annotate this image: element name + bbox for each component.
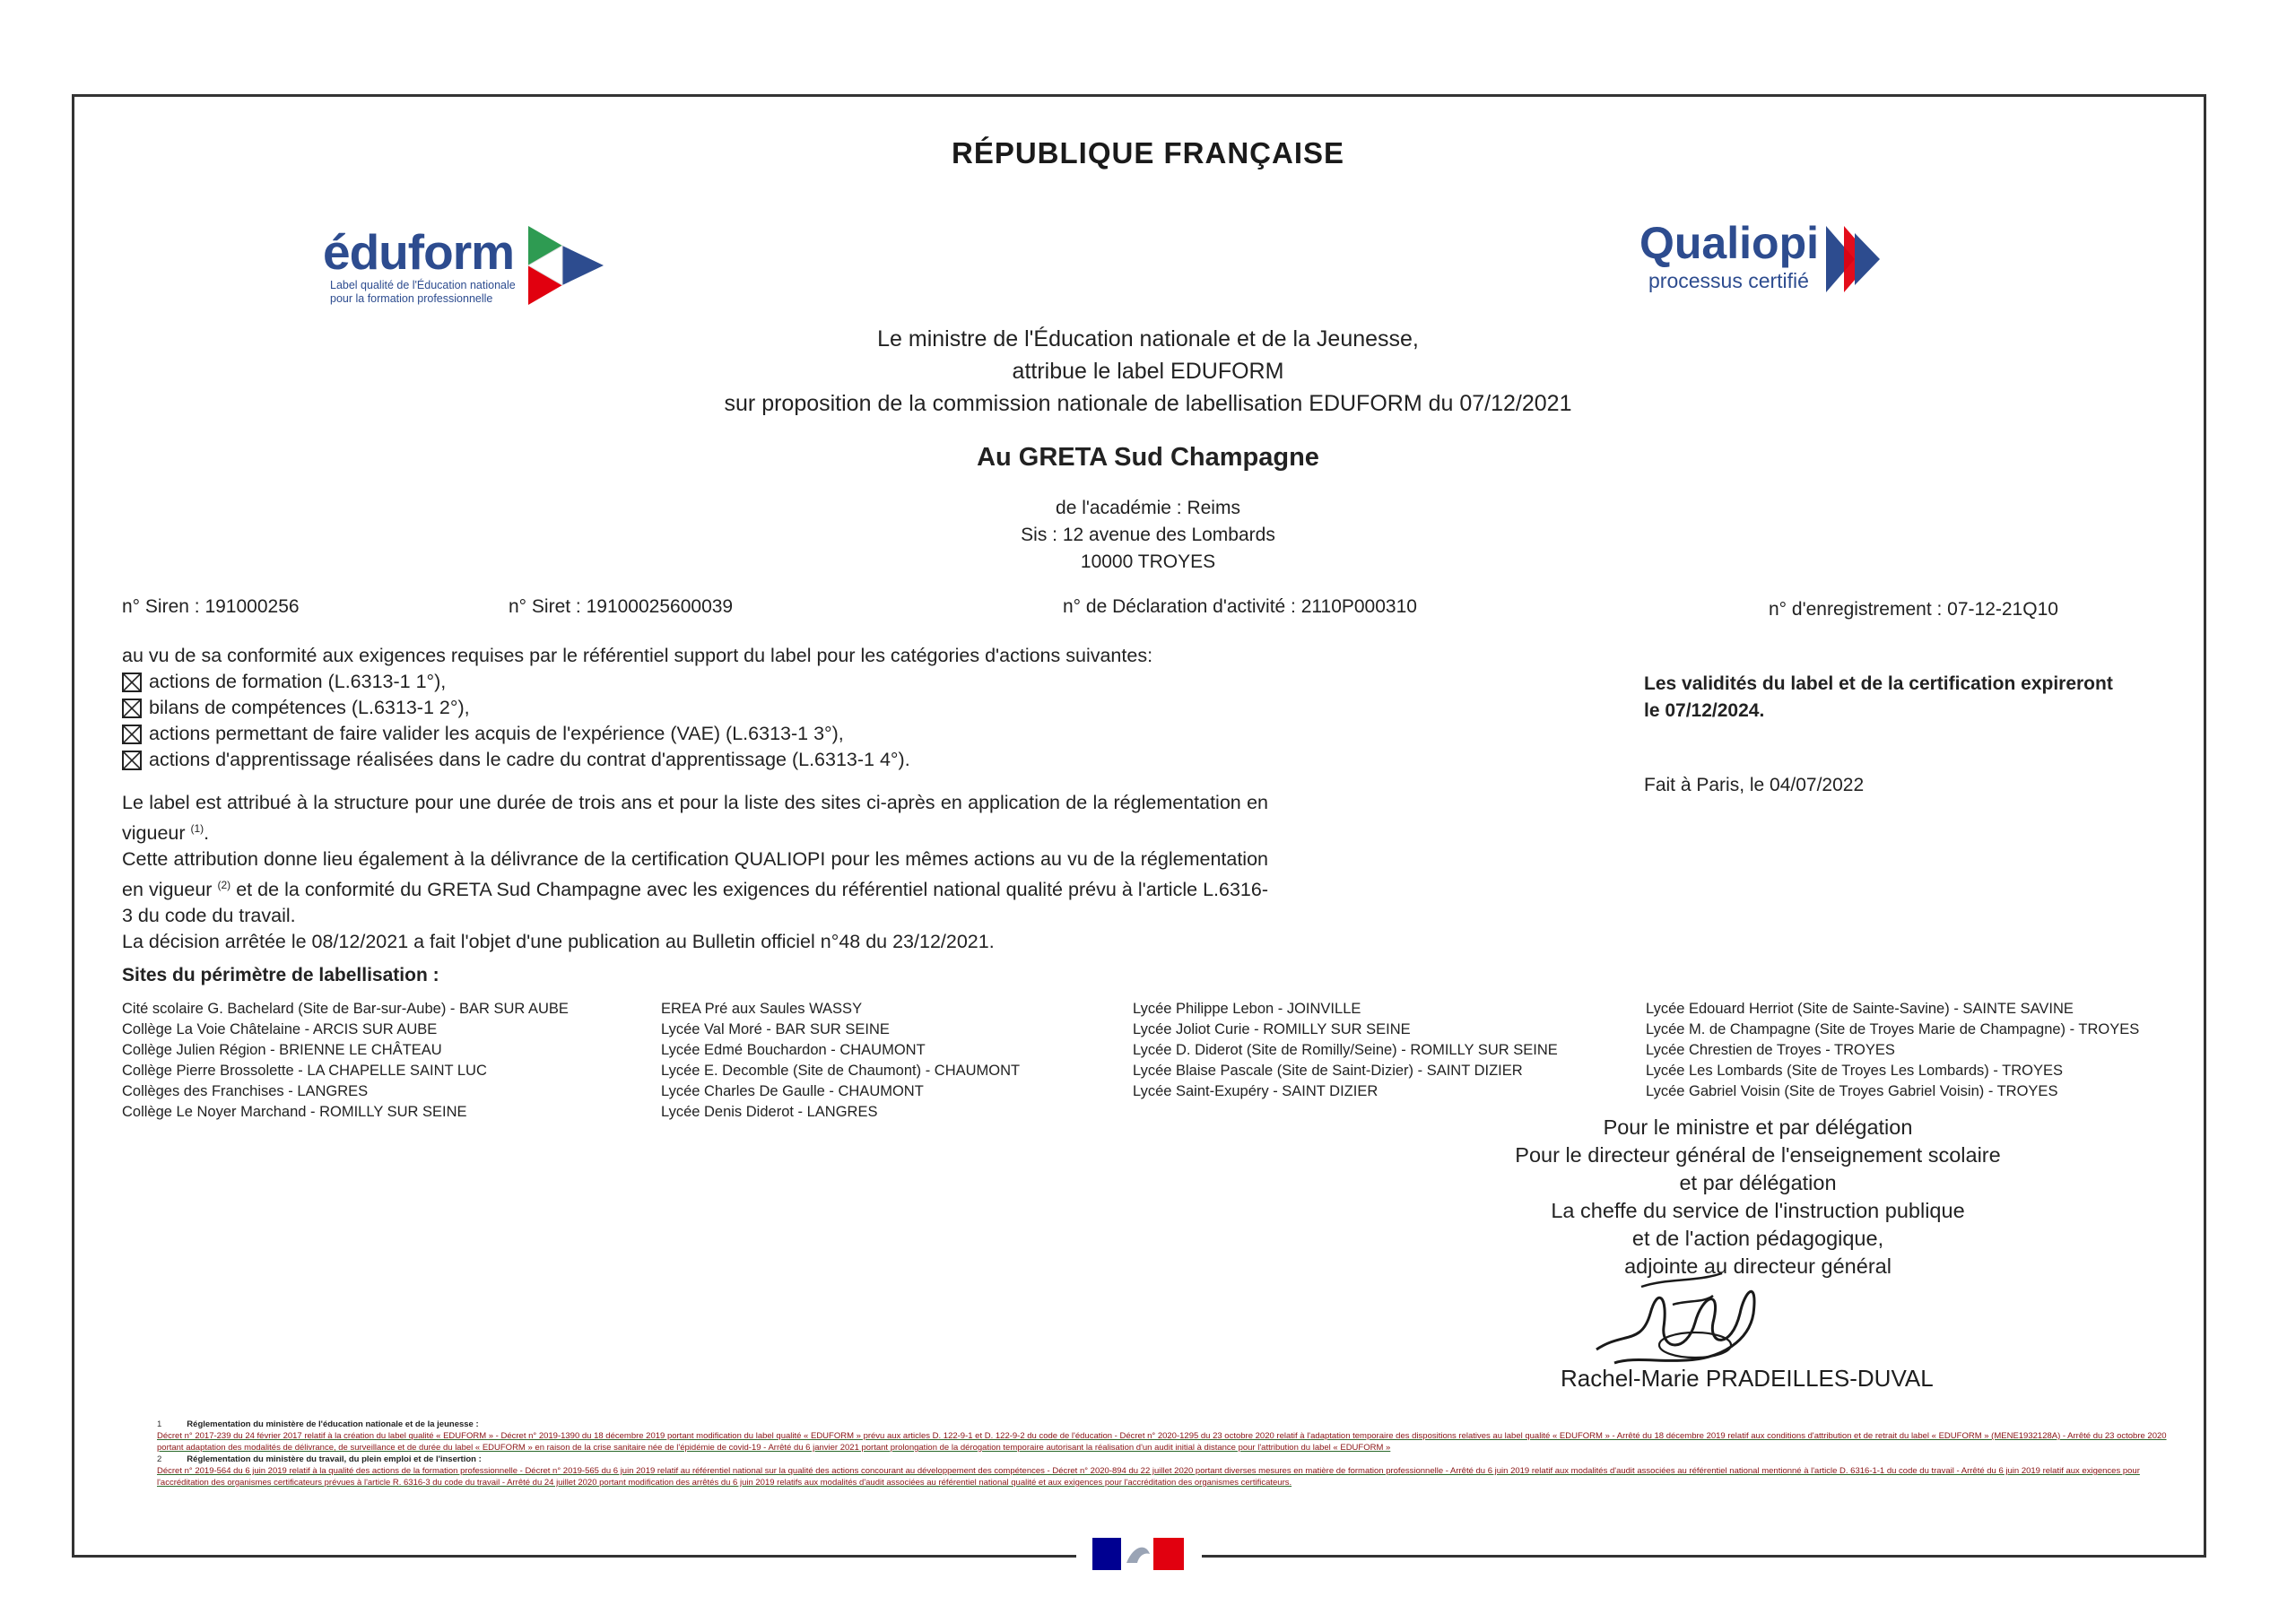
- action-item: [122, 695, 1270, 721]
- footnotes: [157, 1419, 2175, 1488]
- footnote-text: Décret n° 2017-239 du 24 février 2017 relatif à la création du label qualité « EDUFORM » - Décret n° 2019-1390 du 18 décembre 2019 portant modification du label qualité « EDUFORM » prévu aux articles D. 122-9-1 et D. 122-9-2 du code de l'éducation - Décret n° 2020-1295 du 23 octobre 2020 relatif à l'adaptation temporaire des dispositions relatives au label qualité « EDUFORM » - Arrêté du 18 décembre 2019 relatif aux conditions d'attribution et de retrait du label « EDUFORM » (MENE1932128A) - Arrêté du 23 octobre 2020 portant adaptation des modalités de délivrance, de surveillance et de durée du label « EDUFORM » en raison de la crise sanitaire née de l'épidémie de covid-19 - Arrêté du 6 janvier 2021 portant prolongation de la dérogation temporaire autorisant la réalisation d'un audit initial à distance pour l'attribution du label « EDUFORM »: [157, 1431, 2167, 1453]
- signature-block: [1471, 1114, 2045, 1280]
- street-address: Sis : 12 avenue des Lombards: [1021, 525, 1275, 545]
- footnote-number: 2: [157, 1454, 162, 1464]
- sites-column-1: [122, 999, 569, 1123]
- site-item: Lycée Blaise Pascale (Site de Saint-Dizier) - SAINT DIZIER: [1133, 1063, 1523, 1079]
- academie: de l'académie : Reims: [1056, 498, 1240, 518]
- sites-column-3: [1133, 999, 1558, 1102]
- checked-box-icon: [122, 725, 142, 744]
- footnote-heading: Réglementation du ministère du travail, du plein emploi et de l'insertion :: [187, 1454, 482, 1464]
- checked-box-icon: [122, 699, 142, 718]
- action-label: bilans de compétences (L.6313-1 2°),: [149, 697, 470, 718]
- marianne-logo: [1076, 1532, 1202, 1576]
- site-item: Lycée Les Lombards (Site de Troyes Les Lombards) - TROYES: [1646, 1063, 2063, 1079]
- action-item: [122, 747, 1270, 773]
- paragraph-text: Cette attribution donne lieu également à la délivrance de la certification QUALIOPI pour les mêmes actions au vu de la réglementation en vigueur: [122, 848, 1268, 901]
- site-item: Lycée Edmé Bouchardon - CHAUMONT: [661, 1042, 926, 1058]
- conformity-intro: au vu de sa conformité aux exigences requises par le référentiel support du label pour les catégories d'actions suivantes:: [122, 645, 1153, 666]
- site-item: EREA Pré aux Saules WASSY: [661, 1001, 863, 1017]
- signer-name: Rachel-Marie PRADEILLES-DUVAL: [1561, 1365, 1934, 1392]
- site-item: Lycée M. de Champagne (Site de Troyes Marie de Champagne) - TROYES: [1646, 1021, 2140, 1037]
- site-item: Collège La Voie Châtelaine - ARCIS SUR AUBE: [122, 1021, 438, 1037]
- eduform-name: éduform: [323, 224, 514, 280]
- footnote-text: Décret n° 2019-564 du 6 juin 2019 relatif à la qualité des actions de la formation professionnelle - Décret n° 2019-565 du 6 juin 2019 relatif au référentiel national sur la qualité des actions concourant au développement des compétences - Décret n° 2020-894 du 22 juillet 2020 portant diverses mesures en matière de formation professionnelle - Arrêté du 6 juin 2019 relatif aux modalités d'audit associées au référentiel national mentionné à l'article D. 6316-1-1 du code du travail - Arrêté du 6 juin 2019 relatif aux exigences pour l'accréditation des organismes certificateurs prévues à l'article R. 6316-3 du code du travail - Arrêté du 24 juillet 2020 portant modification des arrêtés du 6 juin 2019 relatifs aux modalités d'audit associées au référentiel national qualité et aux exigences pour l'accréditation des organismes certificateurs.: [157, 1466, 2140, 1488]
- organization-name: Au GRETA Sud Champagne: [977, 443, 1319, 472]
- siren: n° Siren : 191000256: [122, 596, 300, 617]
- tricolor-arrow-icon: [526, 224, 607, 307]
- paragraph-text: et de la conformité du GRETA Sud Champagne avec les exigences du référentiel national qualité prévu à l'article L.6316-3 du code du travail.: [122, 879, 1268, 927]
- tricolor-arrow-icon: [1824, 224, 1883, 294]
- site-item: Lycée Val Moré - BAR SUR SEINE: [661, 1021, 890, 1037]
- checked-box-icon: [122, 751, 142, 770]
- qualiopi-logo: [1639, 217, 1883, 294]
- site-item: Collège Le Noyer Marchand - ROMILLY SUR SEINE: [122, 1104, 467, 1120]
- paragraph-text: Le label est attribué à la structure pour une durée de trois ans et pour la liste des sites ci-après en application de la réglementation en vigueur: [122, 792, 1268, 845]
- label-paragraphs: [122, 790, 1268, 955]
- signed-place-date: Fait à Paris, le 04/07/2022: [1644, 775, 1865, 795]
- site-item: Lycée Denis Diderot - LANGRES: [661, 1104, 878, 1120]
- site-item: Lycée Saint-Exupéry - SAINT DIZIER: [1133, 1083, 1378, 1099]
- paragraph-qualiopi: [122, 846, 1268, 929]
- footnote-heading: Réglementation du ministère de l'éducation nationale et de la jeunesse :: [187, 1419, 479, 1429]
- signature-line: et de l'action pédagogique,: [1631, 1227, 1884, 1250]
- city: 10000 TROYES: [1080, 551, 1216, 572]
- organization-address: [0, 495, 2296, 576]
- site-item: Lycée Philippe Lebon - JOINVILLE: [1133, 1001, 1361, 1017]
- declaration-number: n° de Déclaration d'activité : 2110P000310: [1063, 596, 1417, 617]
- siret: n° Siret : 19100025600039: [509, 596, 734, 617]
- site-item: Lycée Joliot Curie - ROMILLY SUR SEINE: [1133, 1021, 1411, 1037]
- validity-note: [1644, 671, 2146, 725]
- conformity-block: [122, 643, 1270, 773]
- sites-title: Sites du périmètre de labellisation :: [122, 965, 439, 985]
- action-item: [122, 669, 1270, 695]
- intro-line-2: attribue le label EDUFORM: [1012, 359, 1284, 384]
- site-item: Collège Julien Région - BRIENNE LE CHÂTEAU: [122, 1042, 442, 1058]
- intro-line-1: Le ministre de l'Éducation nationale et de la Jeunesse,: [877, 326, 1419, 352]
- footnote-1: [157, 1419, 2175, 1430]
- site-item: Lycée Charles De Gaulle - CHAUMONT: [661, 1083, 924, 1099]
- footnote-ref: (1): [190, 822, 204, 835]
- site-item: Collège Pierre Brossolette - LA CHAPELLE SAINT LUC: [122, 1063, 487, 1079]
- qualiopi-tagline: processus certifié: [1648, 269, 1809, 292]
- eduform-tagline-1: Label qualité de l'Éducation nationale: [330, 279, 516, 291]
- checked-box-icon: [122, 673, 142, 692]
- paragraph-label-duration: [122, 790, 1268, 846]
- registration-number: n° d'enregistrement : 07-12-21Q10: [1769, 599, 2058, 620]
- footnote-ref: (2): [217, 879, 231, 892]
- signature-line: La cheffe du service de l'instruction publique: [1551, 1199, 1965, 1222]
- handwritten-signature: [1587, 1260, 1803, 1376]
- signature-line: adjointe au directeur général: [1624, 1254, 1892, 1278]
- action-item: [122, 721, 1270, 747]
- site-item: Lycée Chrestien de Troyes - TROYES: [1646, 1042, 1895, 1058]
- eduform-tagline-2: pour la formation professionnelle: [330, 292, 493, 305]
- footnote-2: [157, 1454, 2175, 1465]
- signature-line: Pour le ministre et par délégation: [1603, 1115, 1913, 1139]
- site-item: Collèges des Franchises - LANGRES: [122, 1083, 369, 1099]
- validity-line-2: le 07/12/2024.: [1644, 700, 1765, 721]
- intro-block: [0, 323, 2296, 420]
- action-label: actions d'apprentissage réalisées dans le cadre du contrat d'apprentissage (L.6313-1 4°).: [149, 749, 910, 770]
- signature-line: Pour le directeur général de l'enseignement scolaire: [1515, 1143, 2001, 1167]
- site-item: Lycée Edouard Herriot (Site de Sainte-Savine) - SAINTE SAVINE: [1646, 1001, 2074, 1017]
- validity-line-1: Les validités du label et de la certification expireront: [1644, 673, 2113, 694]
- site-item: Lycée D. Diderot (Site de Romilly/Seine) - ROMILLY SUR SEINE: [1133, 1042, 1558, 1058]
- site-item: Lycée Gabriel Voisin (Site de Troyes Gabriel Voisin) - TROYES: [1646, 1083, 2058, 1099]
- intro-line-3: sur proposition de la commission nationale de labellisation EDUFORM du 07/12/2021: [724, 391, 1572, 416]
- qualiopi-name: Qualiopi: [1639, 218, 1819, 268]
- site-item: Cité scolaire G. Bachelard (Site de Bar-sur-Aube) - BAR SUR AUBE: [122, 1001, 569, 1017]
- footnote-number: 1: [157, 1419, 162, 1429]
- site-item: Lycée E. Decomble (Site de Chaumont) - CHAUMONT: [661, 1063, 1021, 1079]
- paragraph-text: .: [204, 822, 210, 845]
- eduform-logo: [323, 224, 607, 307]
- page-title: RÉPUBLIQUE FRANÇAISE: [951, 136, 1345, 169]
- paragraph-publication: La décision arrêtée le 08/12/2021 a fait l'objet d'une publication au Bulletin officiel n°48 du 23/12/2021.: [122, 931, 995, 953]
- sites-column-4: [1646, 999, 2139, 1102]
- action-label: actions permettant de faire valider les acquis de l'expérience (VAE) (L.6313-1 3°),: [149, 723, 844, 744]
- sites-column-2: [661, 999, 1020, 1123]
- action-label: actions de formation (L.6313-1 1°),: [149, 671, 447, 692]
- signature-line: et par délégation: [1679, 1171, 1837, 1194]
- marianne-icon: [1091, 1536, 1187, 1572]
